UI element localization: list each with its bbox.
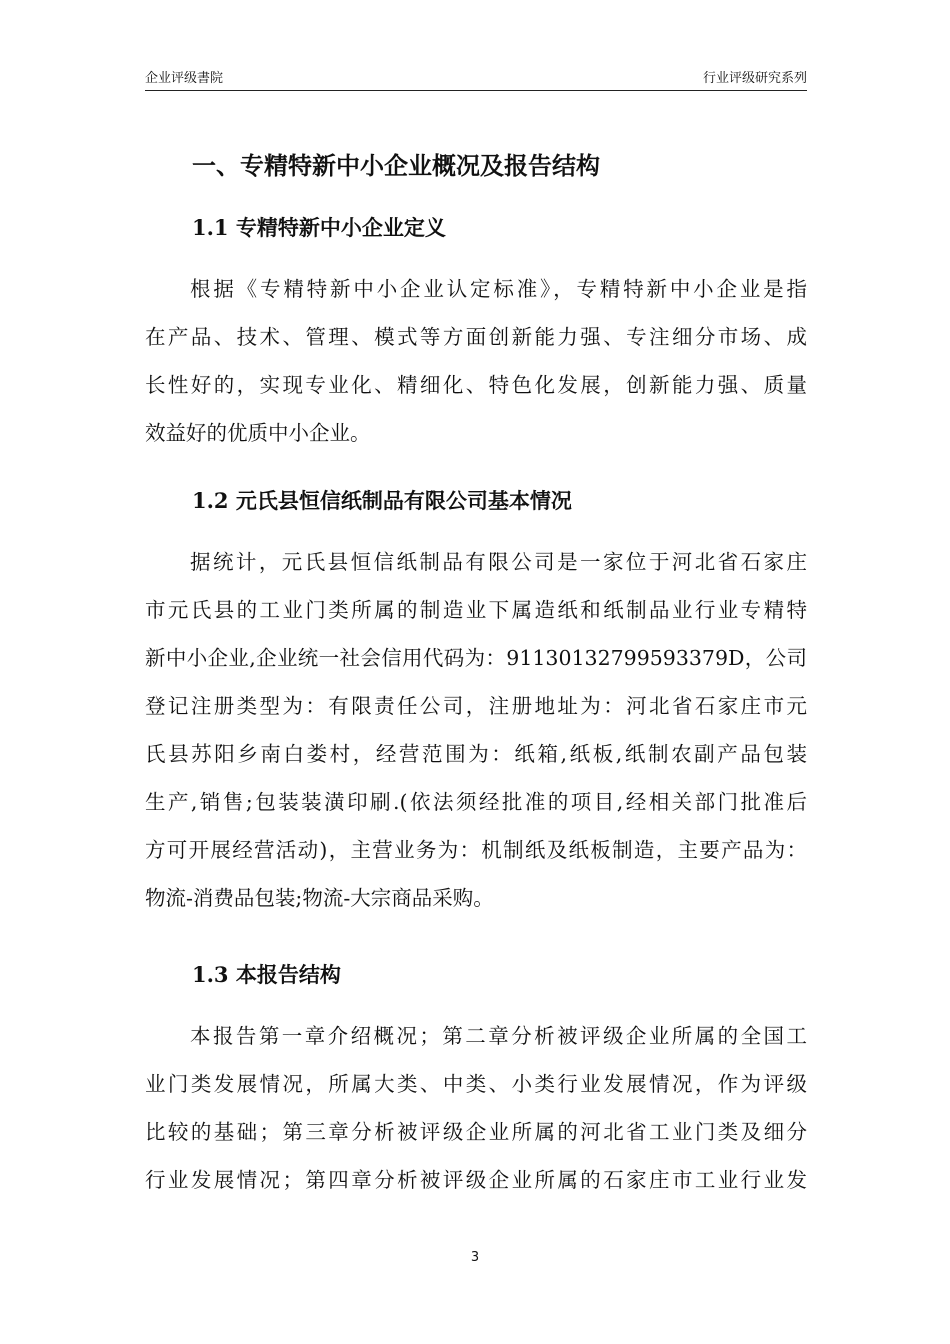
- section-title: 一、专精特新中小企业概况及报告结构: [192, 151, 600, 180]
- text-line: 物流-消费品包装;物流-大宗商品采购。: [145, 886, 494, 910]
- paragraph-1-3: [145, 1012, 807, 1204]
- text-line: 据统计，元氏县恒信纸制品有限公司是一家位于河北省石家庄: [190, 550, 807, 574]
- page-header: [145, 66, 807, 91]
- header-left-text: 企业评级書院: [145, 71, 224, 86]
- text-line: 根据《专精特新中小企业认定标准》，专精特新中小企业是指: [190, 277, 807, 301]
- text-line: 本报告第一章介绍概况；第二章分析被评级企业所属的全国工: [190, 1024, 807, 1048]
- text-line: 新中小企业,企业统一社会信用代码为：91130132799593379D，公司: [145, 646, 807, 670]
- text-line: 方可开展经营活动)，主营业务为：机制纸及纸板制造，主要产品为：: [145, 838, 807, 862]
- text-line: 市元氏县的工业门类所属的制造业下属造纸和纸制品业行业专精特: [145, 598, 807, 622]
- text-line: 比较的基础；第三章分析被评级企业所属的河北省工业门类及细分: [145, 1120, 807, 1144]
- text-line: 氏县苏阳乡南白娄村，经营范围为：纸箱,纸板,纸制农副产品包装: [145, 742, 807, 766]
- page-number: 3: [470, 1250, 480, 1265]
- heading-1-3: 1.3 本报告结构: [192, 962, 341, 987]
- paragraph-1-1: [145, 265, 807, 457]
- text-line: 生产,销售;包装装潢印刷.(依法须经批准的项目,经相关部门批准后: [145, 790, 807, 814]
- heading-1-1: 1.1 专精特新中小企业定义: [192, 215, 446, 240]
- text-line: 长性好的，实现专业化、精细化、特色化发展，创新能力强、质量: [145, 373, 807, 397]
- text-line: 登记注册类型为：有限责任公司，注册地址为：河北省石家庄市元: [145, 694, 807, 718]
- paragraph-1-2: [145, 538, 807, 922]
- text-line: 行业发展情况；第四章分析被评级企业所属的石家庄市工业行业发: [145, 1168, 807, 1192]
- text-line: 业门类发展情况，所属大类、中类、小类行业发展情况，作为评级: [145, 1072, 807, 1096]
- text-line: 效益好的优质中小企业。: [145, 421, 371, 445]
- text-line: 在产品、技术、管理、模式等方面创新能力强、专注细分市场、成: [145, 325, 807, 349]
- header-right-text: 行业评级研究系列: [702, 71, 807, 86]
- heading-1-2: 1.2 元氏县恒信纸制品有限公司基本情况: [192, 488, 572, 513]
